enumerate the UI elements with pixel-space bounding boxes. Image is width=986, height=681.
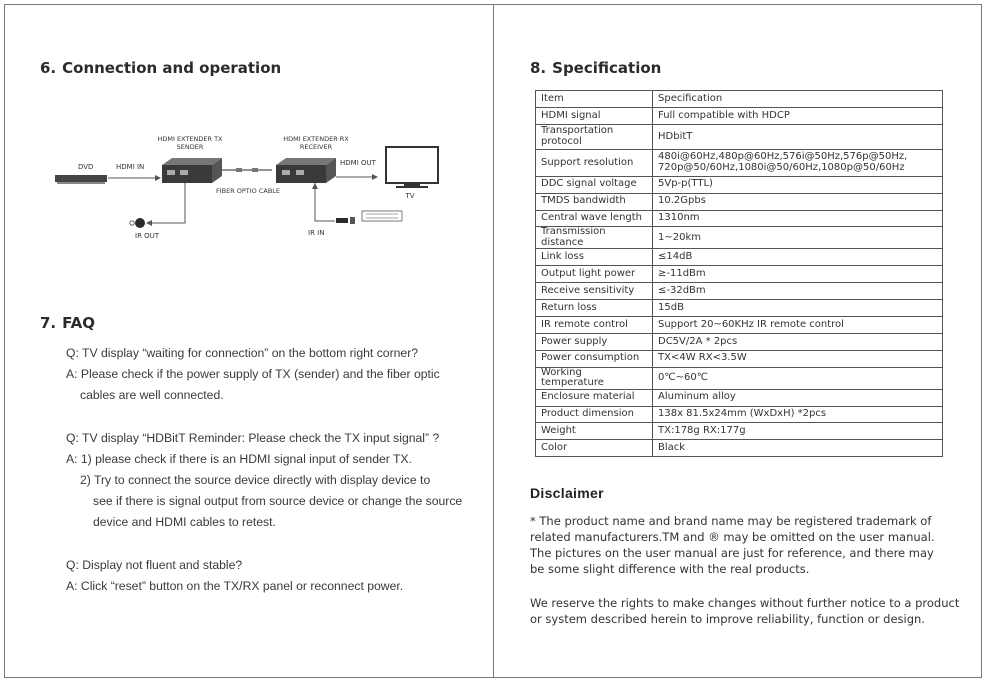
section-8-heading [530,59,661,77]
spec-item-cell: Working temperature [536,367,653,389]
spec-value-cell: Black [653,440,943,457]
spec-item-cell: TMDS bandwidth [536,193,653,210]
section-6-number: 6. [40,59,57,77]
spec-value-cell: DC5V/2A * 2pcs [653,333,943,350]
spec-value-cell: Full compatible with HDCP [653,107,943,124]
spec-row [536,440,943,457]
spec-row [536,350,943,367]
spec-value-cell: ≥-11dBm [653,266,943,283]
section-8-title: Specification [552,59,662,77]
spec-item-cell: Output light power [536,266,653,283]
spec-value-cell: TX:178g RX:177g [653,423,943,440]
spec-item-cell: Weight [536,423,653,440]
spec-item-cell: Return loss [536,300,653,317]
fiber-cable-label: FIBER OPTIO CABLE [215,187,281,195]
faq-a2-line3: see if there is signal output from source device or change the source [93,494,463,508]
spec-item-cell: Central wave length [536,210,653,227]
faq-q1: Q: TV display “waiting for connection” on the bottom right corner? [66,346,419,360]
spec-row [536,227,943,249]
section-6-heading [40,59,281,77]
spec-row [536,149,943,176]
tv-icon [386,147,438,188]
spec-row [536,124,943,149]
dvd-label: DVD [78,163,94,171]
spec-item-cell: Power supply [536,333,653,350]
spec-value-cell: Support 20~60KHz IR remote control [653,317,943,334]
faq-q3: Q: Display not fluent and stable? [66,558,243,572]
spec-item-cell: Item [536,91,653,108]
spec-row [536,333,943,350]
spec-value-cell: ≤14dB [653,249,943,266]
spec-header-row [536,91,943,108]
spec-value-cell: 10.2Gpbs [653,193,943,210]
spec-row [536,317,943,334]
spec-value-cell: 480i@60Hz,480p@60Hz,576i@50Hz,576p@50Hz, 720p@50/60Hz,1080i@50/60Hz,1080p@50/60Hz [653,149,943,176]
spec-row [536,367,943,389]
rx-receiver-device-icon [276,158,336,183]
tx-sender-device-icon [162,158,222,183]
spec-value-cell: 0℃~60℃ [653,367,943,389]
spec-item-cell: IR remote control [536,317,653,334]
disclaimer-title: Disclaimer [530,485,604,501]
spec-item-cell: Transmission distance [536,227,653,249]
ir-in-label: IR IN [308,229,325,237]
section-8-number: 8. [530,59,547,77]
faq-a3: A: Click “reset” button on the TX/RX panel or reconnect power. [66,579,404,593]
spec-row [536,210,943,227]
spec-row [536,406,943,423]
disclaimer-line-6: or system described herein to improve reliability, function or design. [530,612,925,626]
spec-value-cell: 138x 81.5x24mm (WxDxH) *2pcs [653,406,943,423]
spec-item-cell: HDMI signal [536,107,653,124]
disclaimer-line-5: We reserve the rights to make changes without further notice to a product [530,596,960,610]
spec-item-cell: Power consumption [536,350,653,367]
spec-value-cell: TX<4W RX<3.5W [653,350,943,367]
disclaimer-line-1: * The product name and brand name may be registered trademark of [530,514,932,528]
spec-item-cell: Support resolution [536,149,653,176]
disclaimer-line-2: related manufacturers.TM and ® may be omitted on the user manual. [530,530,935,544]
spec-row [536,176,943,193]
spec-item-cell: Product dimension [536,406,653,423]
hdmi-in-label: HDMI IN [116,163,145,171]
rx-label-2: RECEIVER [299,143,333,151]
spec-row [536,389,943,406]
section-7-number: 7. [40,314,57,332]
spec-item-cell: Color [536,440,653,457]
spec-row [536,300,943,317]
tx-label-2: SENDER [176,143,204,151]
section-6-title: Connection and operation [62,59,282,77]
spec-value-cell: 5Vp-p(TTL) [653,176,943,193]
ir-receiver-icon [336,211,402,224]
spec-row [536,249,943,266]
column-divider [493,4,494,678]
faq-a1-line1: A: Please check if the power supply of TX (sender) and the fiber optic [66,367,440,381]
spec-value-cell: 1~20km [653,227,943,249]
spec-row [536,283,943,300]
spec-value-cell: 15dB [653,300,943,317]
spec-item-cell: Transportation protocol [536,124,653,149]
disclaimer-line-3: The pictures on the user manual are just for reference, and there may [530,546,934,560]
tv-label: TV [405,192,415,200]
section-7-heading [40,314,95,332]
disclaimer-line-4: be some slight difference with the real products. [530,562,810,576]
dvd-player-icon [55,175,107,184]
spec-row [536,266,943,283]
hdmi-out-label: HDMI OUT [340,159,376,167]
section-7-title: FAQ [62,314,96,332]
spec-item-cell: Link loss [536,249,653,266]
faq-a2-line4: device and HDMI cables to retest. [93,515,276,529]
spec-item-cell: Enclosure material [536,389,653,406]
spec-row [536,193,943,210]
spec-value-cell: ≤-32dBm [653,283,943,300]
spec-value-cell: Specification [653,91,943,108]
ir-out-label: IR OUT [135,232,160,240]
spec-value-cell: 1310nm [653,210,943,227]
connection-diagram [40,125,460,250]
spec-row [536,423,943,440]
ir-emitter-icon [130,218,145,228]
specification-table [535,90,943,457]
spec-value-cell: HDbitT [653,124,943,149]
faq-q2: Q: TV display “HDBitT Reminder: Please check the TX input signal” ? [66,431,440,445]
rx-label-1: HDMI EXTENDER RX [283,135,349,143]
faq-a2-line2: 2) Try to connect the source device directly with display device to [80,473,431,487]
tx-label-1: HDMI EXTENDER TX [157,135,223,143]
faq-a2-line1: A: 1) please check if there is an HDMI signal input of sender TX. [66,452,412,466]
spec-item-cell: Receive sensitivity [536,283,653,300]
spec-value-cell: Aluminum alloy [653,389,943,406]
faq-a1-line2: cables are well connected. [80,388,224,402]
spec-item-cell: DDC signal voltage [536,176,653,193]
spec-row [536,107,943,124]
